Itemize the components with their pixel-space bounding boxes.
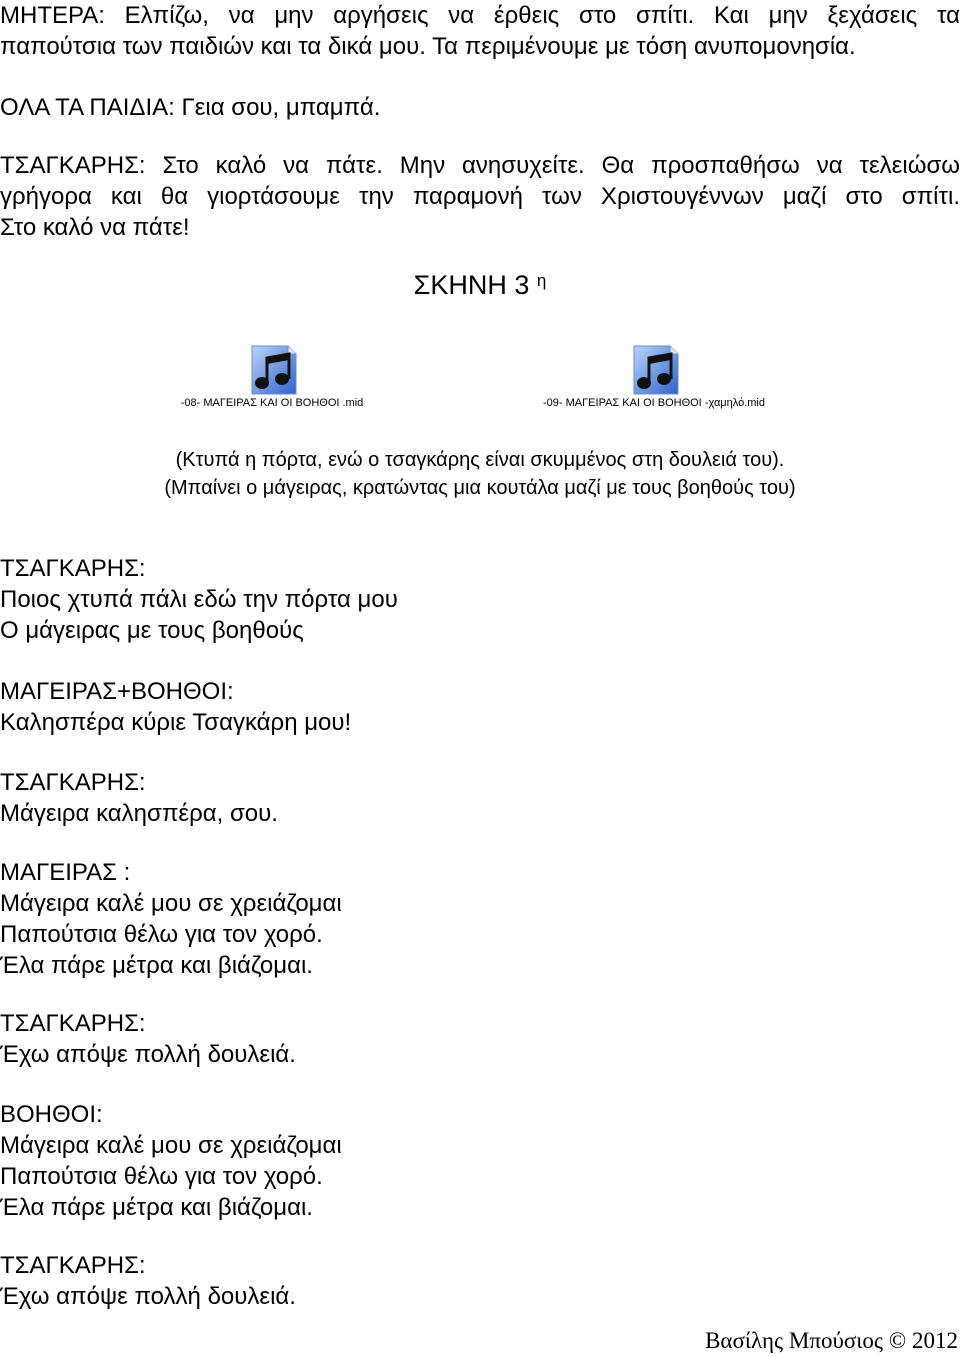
speaker-label: ΤΣΑΓΚΑΡΗΣ: [0, 1010, 146, 1037]
speaker-label: ΤΣΑΓΚΑΡΗΣ: [0, 769, 146, 796]
speaker-label: ΜΗΤΕΡΑ: [0, 2, 105, 29]
dialogue-text: Στο καλό να πάτε. Μην ανησυχείτε. Θα προσπαθήσω να τελειώσω [162, 152, 960, 179]
intro-shoemaker-line3: Στο καλό να πάτε! [0, 214, 190, 241]
dialogue-line: Έχω απόψε πολλή δουλειά. [0, 1283, 296, 1310]
media-filename[interactable]: -08- ΜΑΓΕΙΡΑΣ ΚΑΙ ΟΙ ΒΟΗΘΟΙ .mid [180, 397, 364, 409]
dialogue-text: Γεια σου, μπαμπά. [181, 94, 381, 121]
dialogue-block [0, 767, 960, 829]
music-note-icon[interactable] [246, 344, 298, 396]
intro-mother-line2: παπούτσια των παιδιών και τα δικά μου. Τα περιμένουμε με τόση ανυπομονησία. [0, 33, 856, 60]
media-attachment-2[interactable] [504, 344, 804, 410]
speaker-label: ΤΣΑΓΚΑΡΗΣ: [0, 555, 146, 582]
dialogue-line: Μάγειρα καλέ μου σε χρειάζομαι [0, 890, 342, 917]
scene-title-suffix: η [536, 271, 547, 290]
dialogue-block [0, 553, 960, 646]
speaker-label: ΤΣΑΓΚΑΡΗΣ: [0, 152, 146, 179]
dialogue-block [0, 676, 960, 738]
intro-shoemaker [0, 150, 960, 243]
stage-direction: (Κτυπά η πόρτα, ενώ ο τσαγκάρης είναι σκυμμένος στη δουλειά του). [175, 449, 785, 471]
speaker-label: ΒΟΗΘΟΙ: [0, 1101, 103, 1128]
dialogue-line: Καλησπέρα κύριε Τσαγκάρη μου! [0, 709, 352, 736]
intro-children [0, 92, 960, 123]
dialogue-block [0, 857, 960, 981]
dialogue-line: Έλα πάρε μέτρα και βιάζομαι. [0, 1194, 313, 1221]
scene-title-text: ΣΚΗΝΗ 3 [413, 270, 530, 300]
footer-copyright: Βασίλης Μπούσιος © 2012 [705, 1328, 958, 1353]
speaker-label: ΤΣΑΓΚΑΡΗΣ: [0, 1252, 146, 1279]
dialogue-line: Ο μάγειρας με τους βοηθούς [0, 617, 304, 644]
stage-direction: (Μπαίνει ο μάγειρας, κρατώντας μια κουτάλα μαζί με τους βοηθούς του) [164, 477, 796, 499]
dialogue-line: Παπούτσια θέλω για τον χορό. [0, 1163, 323, 1190]
scene-title [0, 268, 960, 302]
speaker-label: ΜΑΓΕΙΡΑΣ : [0, 859, 131, 886]
speaker-label: ΟΛΑ ΤΑ ΠΑΙΔΙΑ: [0, 94, 175, 121]
dialogue-line: Ποιος χτυπά πάλι εδώ την πόρτα μου [0, 586, 398, 613]
dialogue-line: Έχω απόψε πολλή δουλειά. [0, 1041, 296, 1068]
dialogue-line: Μάγειρα καλησπέρα, σου. [0, 800, 278, 827]
dialogue-line: Έλα πάρε μέτρα και βιάζομαι. [0, 952, 313, 979]
dialogue-text: Ελπίζω, να μην αργήσεις να έρθεις στο σπίτι. Και μην ξεχάσεις τα [124, 2, 960, 29]
dialogue-block [0, 1099, 960, 1223]
media-filename[interactable]: -09- ΜΑΓΕΙΡΑΣ ΚΑΙ ΟΙ ΒΟΗΘΟΙ -χαμηλό.mid [543, 397, 765, 409]
music-note-icon[interactable] [628, 344, 680, 396]
media-attachment-1[interactable] [122, 344, 422, 410]
intro-mother-line1 [0, 0, 960, 31]
intro-shoemaker-line2: γρήγορα και θα γιορτάσουμε την παραμονή των Χριστουγέννων μαζί στο σπίτι. [0, 183, 960, 210]
intro-shoemaker-line1 [0, 150, 960, 181]
dialogue-line: Μάγειρα καλέ μου σε χρειάζομαι [0, 1132, 342, 1159]
intro-mother [0, 0, 960, 62]
dialogue-block [0, 1008, 960, 1070]
dialogue-line: Παπούτσια θέλω για τον χορό. [0, 921, 323, 948]
speaker-label: ΜΑΓΕΙΡΑΣ+ΒΟΗΘΟΙ: [0, 678, 234, 705]
dialogue-block [0, 1250, 960, 1312]
